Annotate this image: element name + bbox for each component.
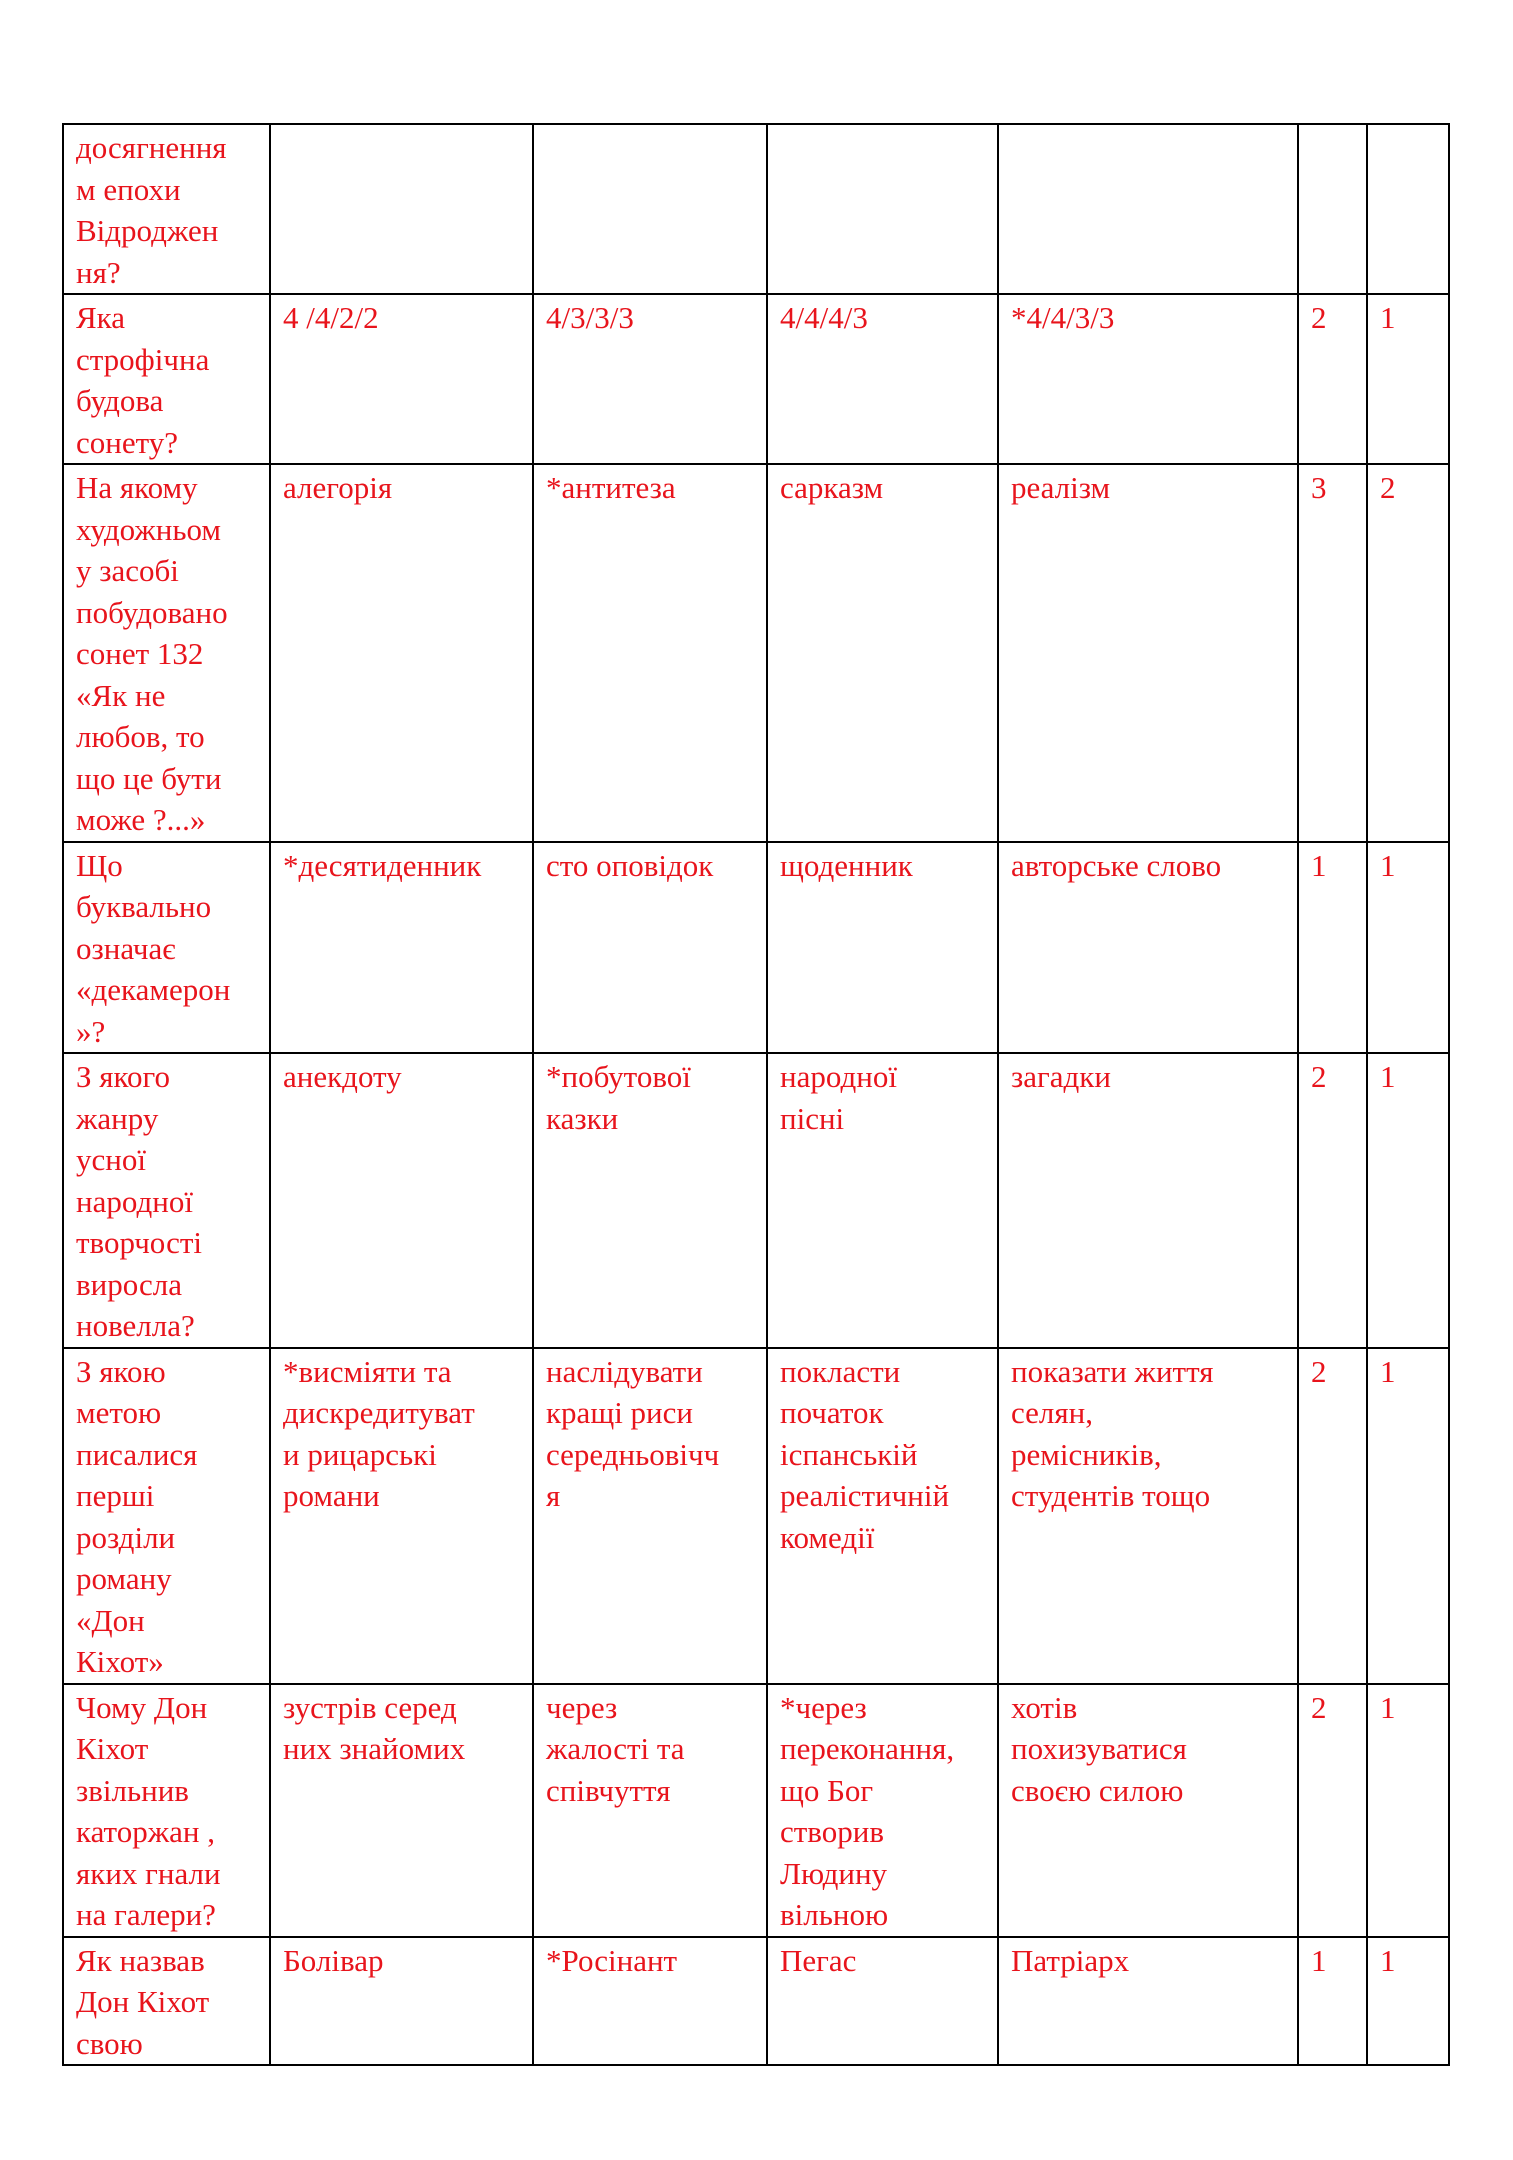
option-a-cell [270,1684,533,1937]
level-cell [1367,1348,1449,1684]
level-text: 1 [1380,1059,1396,1094]
table-row [63,464,1449,842]
question-cell [63,842,270,1054]
score-cell [1298,1937,1367,2066]
table-row [63,1348,1449,1684]
option-b-cell [533,464,767,842]
option-d-cell [998,1053,1298,1348]
option-a-cell [270,294,533,464]
option-d-text: реалізм [1011,470,1111,505]
question-text: З якою метою писалися перші розділи роману «Дон Кіхот» [76,1353,198,1679]
option-b-text: *антитеза [546,470,676,505]
question-cell [63,464,270,842]
level-cell [1367,1684,1449,1937]
score-text: 2 [1311,300,1327,335]
question-cell [63,294,270,464]
table-row [63,1937,1449,2066]
score-cell [1298,294,1367,464]
score-text: 3 [1311,470,1327,505]
option-d-text: показати життя селян, ремісників, студентів тощо [1011,1353,1214,1513]
level-cell [1367,1053,1449,1348]
option-c-text: 4/4/4/3 [780,300,868,335]
option-a-text: зустрів серед них знайомих [283,1689,466,1766]
score-cell [1298,464,1367,842]
question-text: На якому художньом у засобі побудовано сонет 132 «Як не любов, то що це бути може ?...» [76,470,228,837]
question-text: Як назвав Дон Кіхот свою [76,1942,210,2061]
option-d-cell [998,464,1298,842]
level-cell [1367,464,1449,842]
question-text: Чому Дон Кіхот звільнив каторжан , яких гнали на галери? [76,1689,221,1932]
level-text: 1 [1380,1689,1396,1725]
option-b-text: 4/3/3/3 [546,300,634,335]
question-text: Що буквально означає «декамерон »? [76,847,231,1049]
option-d-cell [998,1684,1298,1937]
score-text: 1 [1311,1942,1327,1978]
question-text: досягнення м епохи Відроджен ня? [76,130,227,290]
score-cell [1298,1684,1367,1937]
score-cell [1298,1348,1367,1684]
option-b-cell [533,1937,767,2066]
option-a-text: 4 /4/2/2 [283,300,379,335]
option-c-text: сарказм [780,470,884,505]
option-d-text: Патріарх [1011,1942,1130,1978]
table-row [63,1684,1449,1937]
option-b-cell [533,1348,767,1684]
option-d-cell [998,1937,1298,2066]
option-c-cell [767,1684,998,1937]
level-text: 1 [1380,300,1396,335]
option-b-text: через жалості та співчуття [546,1689,685,1808]
score-text: 1 [1311,847,1327,883]
option-c-cell [767,1053,998,1348]
option-a-cell [270,842,533,1054]
option-c-text: народної пісні [780,1059,897,1136]
score-text: 2 [1311,1059,1327,1094]
option-a-text: алегорія [283,470,393,505]
question-cell [63,124,270,294]
level-text: 1 [1380,847,1396,883]
option-b-text: сто оповідок [546,847,714,883]
option-c-text: Пегас [780,1942,857,1978]
score-cell [1298,1053,1367,1348]
question-text: Яка строфічна будова сонету? [76,300,210,460]
option-c-cell [767,464,998,842]
option-a-text: *десятиденник [283,847,482,883]
question-cell [63,1348,270,1684]
question-cell [63,1053,270,1348]
table-row [63,124,1449,294]
option-c-cell [767,124,998,294]
option-c-text: *через переконання, що Бог створив Людину вільною [780,1689,955,1932]
option-b-cell [533,1053,767,1348]
option-b-text: *побутової казки [546,1059,691,1136]
option-a-cell [270,1053,533,1348]
level-text: 1 [1380,1942,1396,1978]
option-a-text: Болівар [283,1942,384,1978]
option-c-cell [767,294,998,464]
option-a-text: *висміяти та дискредитуват и рицарські романи [283,1353,475,1513]
level-cell [1367,842,1449,1054]
option-d-cell [998,842,1298,1054]
option-b-text: наслідувати кращі риси середньовічч я [546,1353,720,1513]
level-cell [1367,1937,1449,2066]
option-b-cell [533,124,767,294]
level-text: 2 [1380,470,1396,505]
option-c-cell [767,842,998,1054]
level-cell [1367,294,1449,464]
option-b-text: *Росінант [546,1942,678,1978]
option-c-text: щоденник [780,847,913,883]
option-a-text: анекдоту [283,1059,402,1094]
option-d-text: загадки [1011,1059,1111,1094]
option-b-cell [533,294,767,464]
level-text: 1 [1380,1353,1396,1389]
table-row [63,294,1449,464]
option-a-cell [270,464,533,842]
option-d-cell [998,124,1298,294]
score-text: 2 [1311,1353,1327,1389]
option-d-text: *4/4/3/3 [1011,300,1115,335]
score-cell [1298,124,1367,294]
option-c-cell [767,1348,998,1684]
option-a-cell [270,124,533,294]
question-text: З якого жанру усної народної творчості виросла новелла? [76,1059,202,1343]
option-a-cell [270,1348,533,1684]
level-cell [1367,124,1449,294]
score-text: 2 [1311,1689,1327,1725]
table-row [63,842,1449,1054]
option-d-text: хотів похизуватися своєю силою [1011,1689,1187,1808]
question-cell [63,1937,270,2066]
question-cell [63,1684,270,1937]
option-d-text: авторське слово [1011,847,1222,883]
quiz-table [62,123,1450,2066]
score-cell [1298,842,1367,1054]
option-b-cell [533,842,767,1054]
option-a-cell [270,1937,533,2066]
option-d-cell [998,294,1298,464]
option-c-cell [767,1937,998,2066]
table-row [63,1053,1449,1348]
option-d-cell [998,1348,1298,1684]
option-b-cell [533,1684,767,1937]
option-c-text: покласти початок іспанській реалістичній комедії [780,1353,950,1555]
